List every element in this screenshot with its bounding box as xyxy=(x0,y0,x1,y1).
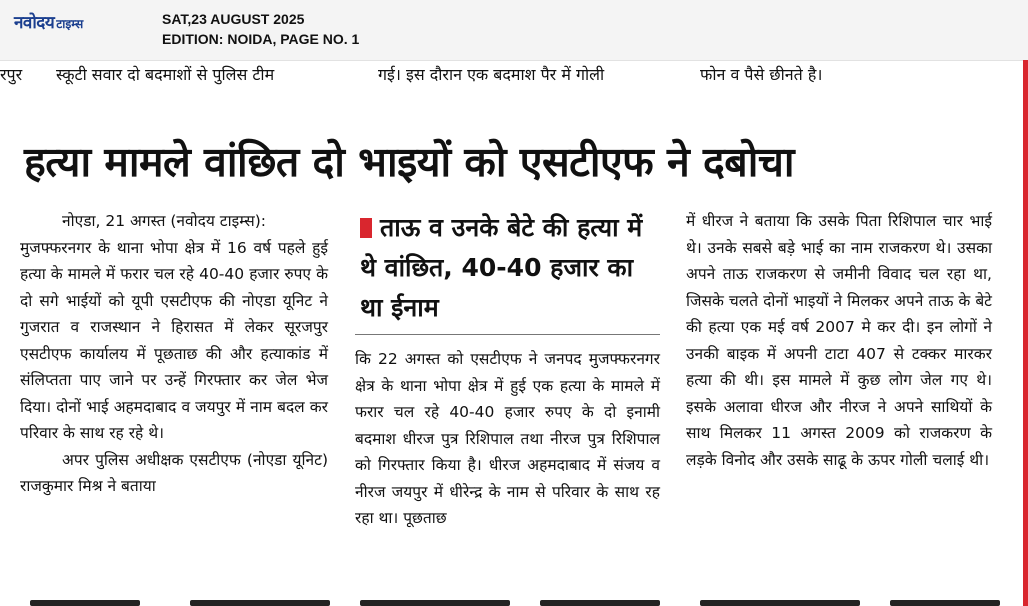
previous-story-fragment: रपुर xyxy=(0,65,23,84)
edition-info xyxy=(162,9,359,49)
masthead-bar xyxy=(0,0,1028,61)
article-paragraph: अपर पुलिस अधीक्षक एसटीएफ (नोएडा यूनिट) राजकुमार मिश्र ने बताया xyxy=(20,450,328,495)
page-edge-marker xyxy=(1023,60,1028,606)
article-column-middle xyxy=(355,346,660,532)
next-story-cutoff xyxy=(0,594,1023,606)
previous-story-fragment: फोन व पैसे छीनते है। xyxy=(700,65,823,84)
article-headline: हत्या मामले वांछित दो भाइयों को एसटीएफ ने दबोचा xyxy=(24,138,794,186)
logo-sub-text: टाइम्स xyxy=(56,17,84,31)
logo-main-text: नवोदय xyxy=(14,13,55,33)
article-paragraph: कि 22 अगस्त को एसटीएफ ने जनपद मुजफ्फरनगर क्षेत्र के थाना भोपा क्षेत्र में हुई एक हत्या के मामले में फरार चल रहे 40-40 हजार रुपए के दो इनामी बदमाश धीरज पुत्र रिशिपाल तथा नीरज पुत्र रिशिपाल को गिरफ्तार किया है। धीरज अहमदाबाद में संजय व नीरज जयपुर में धीरेन्द्र के नाम से परिवार के साथ रह रहा था। पूछताछ xyxy=(355,350,660,527)
article-dateline: नोएडा, 21 अगस्त (नवोदय टाइम्स): xyxy=(62,212,267,230)
previous-story-strip xyxy=(0,62,1020,88)
article-paragraph: में धीरज ने बताया कि उसके पिता रिशिपाल चार भाई थे। उनके सबसे बड़े भाई का नाम राजकरण थे। उसका अपने ताऊ राजकरण से जमीनी विवाद चल रहा था, जिसके चलते दोनों भाइयों ने मिलकर अपने ताऊ के बेटे की हत्या एक मई वर्ष 2007 मे कर दी। इन लोगों ने उनकी बाइक में अपनी टाटा 407 से टक्कर मारकर हत्या की थी। इस मामले में कुछ लोग जेल गए थे। इसके अलावा धीरज और नीरज ने अपने साथियों के साथ मिलकर 11 अगस्त 2009 को राजकरण के लड़के विनोद और उसके साढू के ऊपर गोली चलाई थी। xyxy=(686,212,992,469)
article-column-left xyxy=(20,208,328,500)
article-subhead xyxy=(360,208,660,328)
newspaper-logo[interactable] xyxy=(14,10,83,33)
subhead-text: ताऊ व उनके बेटे की हत्या में थे वांछित, 40-40 हजार का था ईनाम xyxy=(360,213,643,322)
issue-date: SAT,23 AUGUST 2025 xyxy=(162,11,305,27)
subhead-divider xyxy=(355,334,660,335)
subhead-bullet-icon xyxy=(360,218,372,238)
previous-story-fragment: स्कूटी सवार दो बदमाशों से पुलिस टीम xyxy=(56,65,275,84)
edition-page: EDITION: NOIDA, PAGE NO. 1 xyxy=(162,31,360,47)
previous-story-fragment: गई। इस दौरान एक बदमाश पैर में गोली xyxy=(378,65,605,84)
article-paragraph: मुजफ्फरनगर के थाना भोपा क्षेत्र में 16 वर्ष पहले हुई हत्या के मामले में फरार चल रहे 40-40 हजार रुपए के दो सगे भाईयों को यूपी एसटीएफ की नोएडा यूनिट ने गुजरात व राजस्थान ने हिरासत में लेकर सूरजपुर एसटीएफ कार्यालय में पूछताछ की और हत्याकांड में संलिप्तता पाए जाने पर उन्हें गिरफ्तार कर जेल भेज दिया। दोनों भाई अहमदाबाद व जयपुर में नाम बदल कर परिवार के साथ रह रहे थे। xyxy=(20,238,328,442)
article-column-right xyxy=(686,208,992,473)
